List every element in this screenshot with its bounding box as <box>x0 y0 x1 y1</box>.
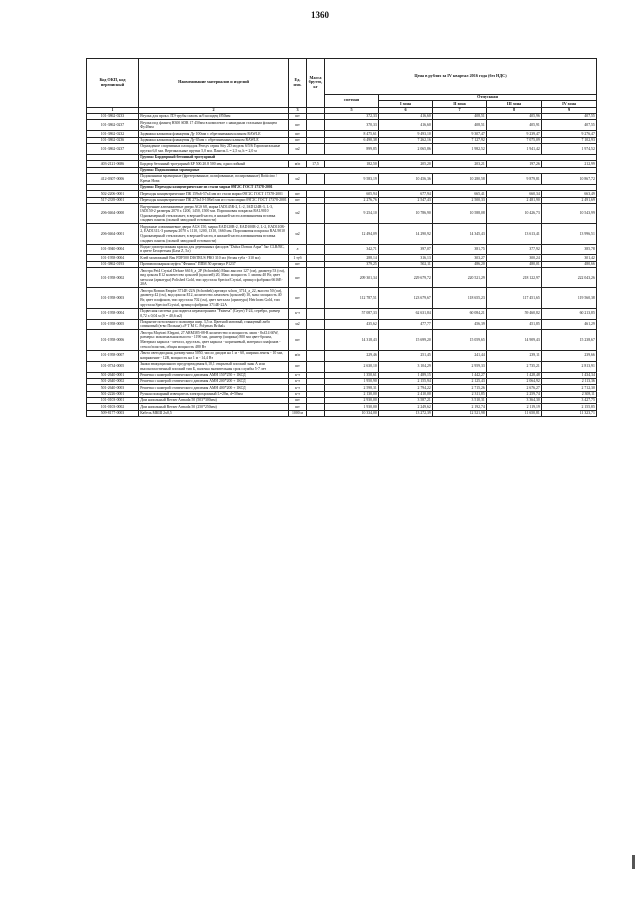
zone4-price-cell: 1 974,52 <box>542 144 597 155</box>
mass-cell <box>307 244 325 255</box>
table-row <box>87 268 597 288</box>
header-mass: Масса брутто, кг <box>307 59 325 108</box>
zone1-price-cell: 416,60 <box>379 113 433 119</box>
name-cell: Лента светодиодная, размер чипа 5050, число диодов на 1 м - 60, ширина ленты - 10 мм, напряжение - 12В, мощность на 1 м - 14,4 Вт <box>139 350 289 361</box>
code-cell: 101-1958-0002 <box>87 268 139 288</box>
zone1-price-cell: 251,45 <box>379 350 433 361</box>
mass-cell <box>307 410 325 416</box>
name-cell: Ограждение спортивных площадок Fensys серия Sity 2D модель 6/5/6 Горизонтальные прутки 6,0 мм. Вертикальные прутки 5,0 мм. Панель L = 2,5 м, h = 2,0 м <box>139 144 289 155</box>
unit-cell: шт <box>289 131 307 137</box>
header-name: Наименование материалов и изделий <box>139 59 289 108</box>
zone3-price-cell: 2 735,21 <box>487 361 542 372</box>
unit-cell: шт <box>289 404 307 410</box>
zone2-price-cell: 15 059,65 <box>433 330 487 350</box>
estimate-price-cell: 209 301,34 <box>325 268 379 288</box>
code-cell: 101-3940-0004 <box>87 244 139 255</box>
zone4-price-cell: 222 043,26 <box>542 268 597 288</box>
unit-cell: м2 <box>289 224 307 244</box>
estimate-price-cell: 1 930,00 <box>325 404 379 410</box>
estimate-price-cell: 2 598,31 <box>325 385 379 391</box>
unit-cell: шт <box>289 113 307 119</box>
zone2-price-cell: 2 500,33 <box>433 197 487 203</box>
name-cell: Внутренние алюминиевые двери AGS 68, марка IAD145R-2, L-2, IAD124R-3, L-3, IAD150-2 размеры 2070 x 1200, 1450, 1500 мм. Порошковая покраска RAL9010 Однокамерный стеклопакет, в верхней части, в нижней части алюминиевая вставка сэндвич панель (полной заводской готовности) <box>139 204 289 224</box>
zone3-price-cell: 480,01 <box>487 261 542 267</box>
table-row <box>87 204 597 224</box>
header-zone2: II зона <box>433 101 487 107</box>
zone3-price-cell: 2 259,74 <box>487 391 542 397</box>
zone4-price-cell: 480,66 <box>542 261 597 267</box>
colnum: 7 <box>433 107 487 113</box>
header-code: Код ОКП, код переписный <box>87 59 139 108</box>
zone4-price-cell: 2 308,11 <box>542 391 597 397</box>
code-cell: 509-8177-0003 <box>87 410 139 416</box>
zone3-price-cell: 377,92 <box>487 244 542 255</box>
code-cell: 501-2226-0001 <box>87 391 139 397</box>
name-cell: Ручная пожарный извещатель электрохромный L=20м, d=50мм <box>139 391 289 397</box>
name-cell: Бордюр бетонный тротуарный БР 500.20.8 500 мм, однослойный <box>139 161 289 167</box>
code-cell: 101-0103-0001 <box>87 398 139 404</box>
name-cell: Водно-дисперсионная краска для деревянных фасадов "Dulux Domus Aqua" 5кг CLR/BC, в цвете Бесцветная (База Z, 5л) <box>139 244 289 255</box>
zone4-price-cell: 2 813,91 <box>542 361 597 372</box>
estimate-price-cell: 288,14 <box>325 255 379 261</box>
zone1-price-cell: 15 699,20 <box>379 330 433 350</box>
mass-cell <box>307 120 325 131</box>
zone2-price-cell: 3 510,31 <box>433 398 487 404</box>
table-row <box>87 330 597 350</box>
colnum: 2 <box>139 107 289 113</box>
unit-cell: шт <box>289 197 307 203</box>
zone3-price-cell: 13 613,41 <box>487 224 542 244</box>
header-zone1: I зона <box>379 101 433 107</box>
group-title: Группа: Подоконники мраморные <box>139 167 597 173</box>
code-cell: 101-3862-0233 <box>87 113 139 119</box>
zone1-price-cell: 205,20 <box>379 161 433 167</box>
zone1-price-cell: 502,11 <box>379 261 433 267</box>
group-title: Группа: Бордюрный бетонный тротуарный <box>139 154 597 160</box>
name-cell: Переходы концентрические ПК 159х6-57х4 мм из стали марки 09Г2С ГОСТ 17378-2001 <box>139 191 289 197</box>
mass-cell <box>307 308 325 319</box>
zone3-price-cell: 9 879,81 <box>487 174 542 185</box>
zone4-price-cell: 2 155,85 <box>542 404 597 410</box>
zone2-price-cell: 665,41 <box>433 191 487 197</box>
code-cell: 101-3862-0193 <box>87 261 139 267</box>
zone2-price-cell: 10 588,08 <box>433 204 487 224</box>
zone3-price-cell: 3 364,30 <box>487 398 542 404</box>
zone1-price-cell: 2 155,94 <box>379 378 433 384</box>
zone4-price-cell: 119 560,38 <box>542 288 597 308</box>
zone1-price-cell: 7 262,16 <box>379 137 433 143</box>
zone1-price-cell: 3 104,29 <box>379 361 433 372</box>
zone3-price-cell: 2 064,92 <box>487 378 542 384</box>
zone2-price-cell: 9 307,47 <box>433 131 487 137</box>
zone4-price-cell: 461,29 <box>542 319 597 330</box>
code-cell: 403-2121-0686 <box>87 161 139 167</box>
table-row <box>87 319 597 330</box>
zone3-price-cell: 10 426,73 <box>487 204 542 224</box>
unit-cell: м/п <box>289 350 307 361</box>
name-cell: Люстра Roman Empire 3714E-22A (Schonbek) артикул schon_3714_a_22, высота 50 (см), диаметр 42 (см), вид цоколя E12, количество лампочек (цоколей) 10, макс мощность 40 Вт, цвет плафонов, тип хрусталя 702 (см), цвет металла (арматура) Heirloom Gold, тип хрусталя Spectra/Crystal, артикул фабрики 3714E-22A <box>139 288 289 308</box>
code-cell: 501-2640-0001 <box>87 372 139 378</box>
name-cell: Подоконники мраморные (фрезерованные, шлифованные, полированные) Botticino / Крема Нова <box>139 174 289 185</box>
zone1-price-cell: 2 547,43 <box>379 197 433 203</box>
name-cell: Подвесная система для подвеса керамогранита "Fainesa" (Geyer) T-24, серебро, размер 0,72 х 0,04 м (S = 40,6 м2) <box>139 308 289 319</box>
name-cell: Решетка с камерой статического давления АМН 400*200 + 1КСД <box>139 385 289 391</box>
zone2-price-cell: 486,20 <box>433 261 487 267</box>
zone3-price-cell: 1 428,48 <box>487 372 542 378</box>
mass-cell <box>307 361 325 372</box>
zone3-price-cell: 197,26 <box>487 161 542 167</box>
zone1-price-cell: 397,07 <box>379 244 433 255</box>
edge-mark <box>632 855 635 869</box>
name-cell: Решетка с камерой статического давления АМН 150*250 + 1КСД <box>139 372 289 378</box>
zone4-price-cell: 212,99 <box>542 161 597 167</box>
code-cell: 101-3862-0232 <box>87 131 139 137</box>
name-cell: Переходы концентрические ПК 273х10-108х6 мм из стали марки 09Г2С ГОСТ 17378-2001 <box>140 198 287 203</box>
estimate-price-cell: 372,33 <box>325 113 379 119</box>
zone3-price-cell: 11 650,81 <box>487 410 542 416</box>
estimate-price-cell: 1 950,90 <box>325 378 379 384</box>
zone3-price-cell: 7 075,09 <box>487 137 542 143</box>
zone1-price-cell: 677,94 <box>379 191 433 197</box>
mass-cell <box>307 268 325 288</box>
unit-cell: м2 <box>289 319 307 330</box>
unit-cell: шт <box>289 268 307 288</box>
zone2-price-cell: 2 125,43 <box>433 378 487 384</box>
unit-cell: шт <box>289 120 307 131</box>
name-cell: Втулка под фланец Н300 SDR 17 450мм в комплекте с накидным стальным фланцем Фу40мм <box>139 120 289 131</box>
zone1-price-cell: 316,13 <box>379 255 433 261</box>
unit-cell: л <box>289 244 307 255</box>
zone4-price-cell: 407,55 <box>542 120 597 131</box>
unit-cell: м2 <box>289 144 307 155</box>
table-row <box>87 174 597 185</box>
header-zone4: IV зона <box>542 101 597 107</box>
zone2-price-cell: 2 311,85 <box>433 391 487 397</box>
estimate-price-cell: 8 475,61 <box>325 131 379 137</box>
table-row <box>87 308 597 319</box>
zone1-price-cell: 10 786,90 <box>379 204 433 224</box>
zone3-price-cell: 2 676,27 <box>487 385 542 391</box>
zone4-price-cell: 10 867,72 <box>542 174 597 185</box>
zone3-price-cell: 2 119,19 <box>487 404 542 410</box>
table-row <box>87 244 597 255</box>
code-cell: 501-2640-0003 <box>87 385 139 391</box>
unit-cell: шт <box>289 361 307 372</box>
zone4-price-cell: 2 712,30 <box>542 385 597 391</box>
mass-cell <box>307 224 325 244</box>
unit-cell: к-т <box>289 372 307 378</box>
zone4-price-cell: 9 276,47 <box>542 131 597 137</box>
zone2-price-cell: 241,44 <box>433 350 487 361</box>
unit-cell: к-т <box>289 385 307 391</box>
estimate-price-cell: 899,85 <box>325 144 379 155</box>
name-cell: Противопожарная муфта "Фениск" ППМ 50 артикул Р1237 <box>139 261 289 267</box>
page-number: 1360 <box>311 10 329 20</box>
zone2-price-cell: 118 655,23 <box>433 288 487 308</box>
group-title: Группа: Переходы концентрические из стали марки 09Г2С ГОСТ 17378-2001 <box>139 185 597 191</box>
code-cell: 101-1958-0004 <box>87 308 139 319</box>
zone1-price-cell: 2 410,00 <box>379 391 433 397</box>
unit-cell: 1 туб <box>289 255 307 261</box>
mass-cell <box>307 144 325 155</box>
zone4-price-cell: 407,55 <box>542 113 597 119</box>
code-cell: 502-2206-0001 <box>87 191 139 197</box>
colnum: 5 <box>325 107 379 113</box>
zone3-price-cell: 451,85 <box>487 319 542 330</box>
name-cell: Наружные алюминиевые двери AGS 150, марка EAD120R-2, EAD100R-2, L-2, EAD110R-2, EAD131L-3 размеры 2070 x 1110, 1200, 1310, 1660 мм. Порошковая покраска RAL9010 Однокамерный стеклопакет, в верхней части, в нижней части алюминиевая вставка сэндвич панель (полной заводской готовности) <box>139 224 289 244</box>
estimate-price-cell: 1 350,61 <box>325 372 379 378</box>
name-cell: Знаки эвакуационного предупреждения 6,10,1 открытый плоский знак А или высокоэластичный плоский тип Б, палочка значительная срок службы 5-7 лет <box>139 361 289 372</box>
zone4-price-cell: 11 323,71 <box>542 410 597 416</box>
zone3-price-cell: 660,34 <box>487 191 542 197</box>
estimate-price-cell: 112 787,51 <box>325 288 379 308</box>
unit-cell: шт <box>289 261 307 267</box>
colnum: 8 <box>487 107 542 113</box>
code-cell: 412-0307-0006 <box>87 174 139 185</box>
code-cell: 101-1958-0004 <box>87 255 139 261</box>
estimate-price-cell: 2 276,76 <box>325 197 379 203</box>
estimate-price-cell: 370,33 <box>325 120 379 131</box>
header-zone3: III зона <box>487 101 542 107</box>
zone1-price-cell: 9 493,10 <box>379 131 433 137</box>
code-cell: 101-1958-0003 <box>87 288 139 308</box>
header-estimate: сметная <box>325 94 379 107</box>
zone2-price-cell: 12 521,98 <box>433 410 487 416</box>
unit-cell: м/п <box>289 161 307 167</box>
estimate-price-cell: 342,71 <box>325 244 379 255</box>
zone2-price-cell: 456,39 <box>433 319 487 330</box>
unit-cell: шт <box>289 191 307 197</box>
estimate-price-cell: 12 494,09 <box>325 224 379 244</box>
zone2-price-cell: 2 715,26 <box>433 385 487 391</box>
mass-cell <box>307 319 325 330</box>
zone3-price-cell: 14 909,43 <box>487 330 542 350</box>
estimate-price-cell: 182,50 <box>325 161 379 167</box>
zone3-price-cell: 300,24 <box>487 255 542 261</box>
unit-cell: шт <box>289 330 307 350</box>
code-cell: 101-0103-0002 <box>87 404 139 410</box>
zone1-price-cell: 2 065,86 <box>379 144 433 155</box>
zone4-price-cell: 13 996,51 <box>542 224 597 244</box>
mass-cell <box>307 288 325 308</box>
zone2-price-cell: 10 280,58 <box>433 174 487 185</box>
colnum: 1 <box>87 107 139 113</box>
zone3-price-cell: 405,96 <box>487 113 542 119</box>
zone3-price-cell: 2 481,90 <box>487 197 542 203</box>
zone4-price-cell: 239,66 <box>542 350 597 361</box>
code-cell: 101-3862-0237 <box>87 144 139 155</box>
unit-cell: к-т <box>289 378 307 384</box>
estimate-price-cell: 2 130,00 <box>325 391 379 397</box>
estimate-price-cell: 6 490,38 <box>325 137 379 143</box>
zone4-price-cell: 1 434,34 <box>542 372 597 378</box>
unit-cell: шт <box>289 137 307 143</box>
zone1-price-cell: 3 587,21 <box>379 398 433 404</box>
zone3-price-cell: 218 122,97 <box>487 268 542 288</box>
zone1-price-cell: 2 794,22 <box>379 385 433 391</box>
zone1-price-cell: 123 679,67 <box>379 288 433 308</box>
zone2-price-cell: 1 442,27 <box>433 372 487 378</box>
zone3-price-cell: 9 239,47 <box>487 131 542 137</box>
code-cell: 101-0734-0005 <box>87 361 139 372</box>
zone2-price-cell: 7 127,92 <box>433 137 487 143</box>
unit-cell: шт <box>289 398 307 404</box>
table-row <box>87 120 597 131</box>
zone4-price-cell: 663,49 <box>542 191 597 197</box>
colnum: 3 <box>289 107 307 113</box>
code-cell: 501-2640-0002 <box>87 378 139 384</box>
code-cell: 206-0464-0000 <box>87 204 139 224</box>
colnum: 9 <box>542 107 597 113</box>
estimate-price-cell: 9 254,10 <box>325 204 379 224</box>
code-cell: 101-1958-0006 <box>87 330 139 350</box>
name-cell: Покрытие потолочного полимера шир. 3,5 м. Цветной матовый, глянцевый либо сатиновый (в-во Польша) «Р Т М С. Polymax Bribal» <box>139 319 289 330</box>
estimate-price-cell: 2 930,00 <box>325 398 379 404</box>
zone2-price-cell: 2 192,74 <box>433 404 487 410</box>
estimate-price-cell: 57 087,33 <box>325 308 379 319</box>
code-cell: 101-1958-0007 <box>87 350 139 361</box>
zone4-price-cell: 301,42 <box>542 255 597 261</box>
zone1-price-cell: 10 456,36 <box>379 174 433 185</box>
zone4-price-cell: 3 427,75 <box>542 398 597 404</box>
zone1-price-cell: 14 290,92 <box>379 224 433 244</box>
unit-cell: к-т <box>289 391 307 397</box>
zone4-price-cell: 60 213,85 <box>542 308 597 319</box>
name-cell: Кабель МКШ 2х0,5 <box>139 410 289 416</box>
header-price-title: Цена в рублях за IV квартал 2016 года (без НДС) <box>325 59 597 95</box>
zone3-price-cell: 405,91 <box>487 120 542 131</box>
zone1-price-cell: 13 272,39 <box>379 410 433 416</box>
zone4-price-cell: 2 491,69 <box>542 197 597 203</box>
zone2-price-cell: 381,75 <box>433 244 487 255</box>
table-row <box>87 410 597 416</box>
zone2-price-cell: 408,51 <box>433 120 487 131</box>
unit-cell: м2 <box>289 204 307 224</box>
unit-cell: м2 <box>289 174 307 185</box>
name-cell: Задвижка клиновая фланцевая Ду 65мм с обрезиненным клином RAWLE <box>139 137 289 143</box>
header-unit: Ед. изм. <box>289 59 307 108</box>
mass-cell <box>307 174 325 185</box>
zone4-price-cell: 385,78 <box>542 244 597 255</box>
estimate-price-cell: 9 583,19 <box>325 174 379 185</box>
code-cell: 206-0464-0001 <box>87 224 139 244</box>
table-body <box>87 113 597 416</box>
estimate-price-cell: 2 630,10 <box>325 361 379 372</box>
zone4-price-cell: 7 102,93 <box>542 137 597 143</box>
name-cell: Дом напольный Revaer Armada 50 (250*250мм) <box>139 404 289 410</box>
name-cell: Клей монтажный Bau FDF500 DISTRUS PRO 310 мл (белая туба - 310 мл) <box>139 255 289 261</box>
zone2-price-cell: 14 345,43 <box>433 224 487 244</box>
unit-cell: 1000 м <box>289 410 307 416</box>
zone4-price-cell: 2 113,36 <box>542 378 597 384</box>
table-row <box>87 224 597 244</box>
mass-cell <box>307 330 325 350</box>
table-row <box>87 144 597 155</box>
code-cell: 101-1958-0005 <box>87 319 139 330</box>
code-cell: 101-3862-0237 <box>87 120 139 131</box>
estimate-price-cell: 229,46 <box>325 350 379 361</box>
zone1-price-cell: 62 631,84 <box>379 308 433 319</box>
unit-cell: шт <box>289 288 307 308</box>
table-row <box>87 288 597 308</box>
name-cell: Втулка для прокл. ПЭ трубы сквозь ж/б колодец Ø50мм <box>139 113 289 119</box>
estimate-price-cell: 379,25 <box>325 261 379 267</box>
zone2-price-cell: 408,51 <box>433 113 487 119</box>
unit-cell: к-т <box>289 308 307 319</box>
name-cell: Люстра Pet4 Crystal Deluxe 6616_a_2P (Schonbek) Макс.высота 127 (см), диаметр 53 (см), вид цоколя E12 количество цоколей (цоколей) 20, Макс мощность 1 лампы 40 Вт, цвет металла (арматура) Polished Gold, тип хрусталя Spectra/Crystal, артикул фабрики 6616E-20A <box>139 268 289 288</box>
zone1-price-cell: 229 679,72 <box>379 268 433 288</box>
code-cell: 101-3862-0236 <box>87 137 139 143</box>
code-cell: 517-2339-0001 <box>87 197 139 203</box>
zone3-price-cell: 59 460,82 <box>487 308 542 319</box>
zone4-price-cell: 15 238,67 <box>542 330 597 350</box>
estimate-price-cell: 605,94 <box>325 191 379 197</box>
zone2-price-cell: 60 084,21 <box>433 308 487 319</box>
zone3-price-cell: 1 941,42 <box>487 144 542 155</box>
zone2-price-cell: 303,27 <box>433 255 487 261</box>
zone2-price-cell: 2 959,33 <box>433 361 487 372</box>
zone1-price-cell: 477,77 <box>379 319 433 330</box>
estimate-price-cell: 435,62 <box>325 319 379 330</box>
price-table <box>86 58 597 417</box>
name-cell: Люстра Maytoni Elegant, 27 ARM385-08-R количество и мощность ламп - 8х£14 60W, размеры: максимальная высота - 1190 мм, диаметр (ширина) 800 мм цвет-бронза, Материал каркаса - металл, хрусталь, цвет каркаса - коричневый, материал плафонов - стекло/пластик, общая мощность 480 Вт <box>139 330 289 350</box>
header-sale: Отпускная <box>379 94 597 100</box>
mass-cell <box>307 350 325 361</box>
mass-cell: 17,5 <box>307 161 325 167</box>
name-cell: Задвижка клиновая фланцевая Ду 100мм с обрезиненным клином RAWLE <box>139 131 289 137</box>
estimate-price-cell: 14 318,43 <box>325 330 379 350</box>
name-cell: Решетка с камерой статического давления АМН 200*200 + 1КСД <box>139 378 289 384</box>
mass-cell <box>307 204 325 224</box>
estimate-price-cell: 10 334,00 <box>325 410 379 416</box>
zone3-price-cell: 117 451,65 <box>487 288 542 308</box>
zone2-price-cell: 220 521,29 <box>433 268 487 288</box>
colnum: 6 <box>379 107 433 113</box>
zone1-price-cell: 2 249,62 <box>379 404 433 410</box>
zone4-price-cell: 10 543,99 <box>542 204 597 224</box>
zone3-price-cell: 239,11 <box>487 350 542 361</box>
table-row <box>87 350 597 361</box>
zone1-price-cell: 1 489,15 <box>379 372 433 378</box>
zone1-price-cell: 416,60 <box>379 120 433 131</box>
zone2-price-cell: 1 982,52 <box>433 144 487 155</box>
table-row <box>87 361 597 372</box>
zone2-price-cell: 203,21 <box>433 161 487 167</box>
name-cell: Дом напольный Revaer Armada 50 (503*300мм) <box>139 398 289 404</box>
